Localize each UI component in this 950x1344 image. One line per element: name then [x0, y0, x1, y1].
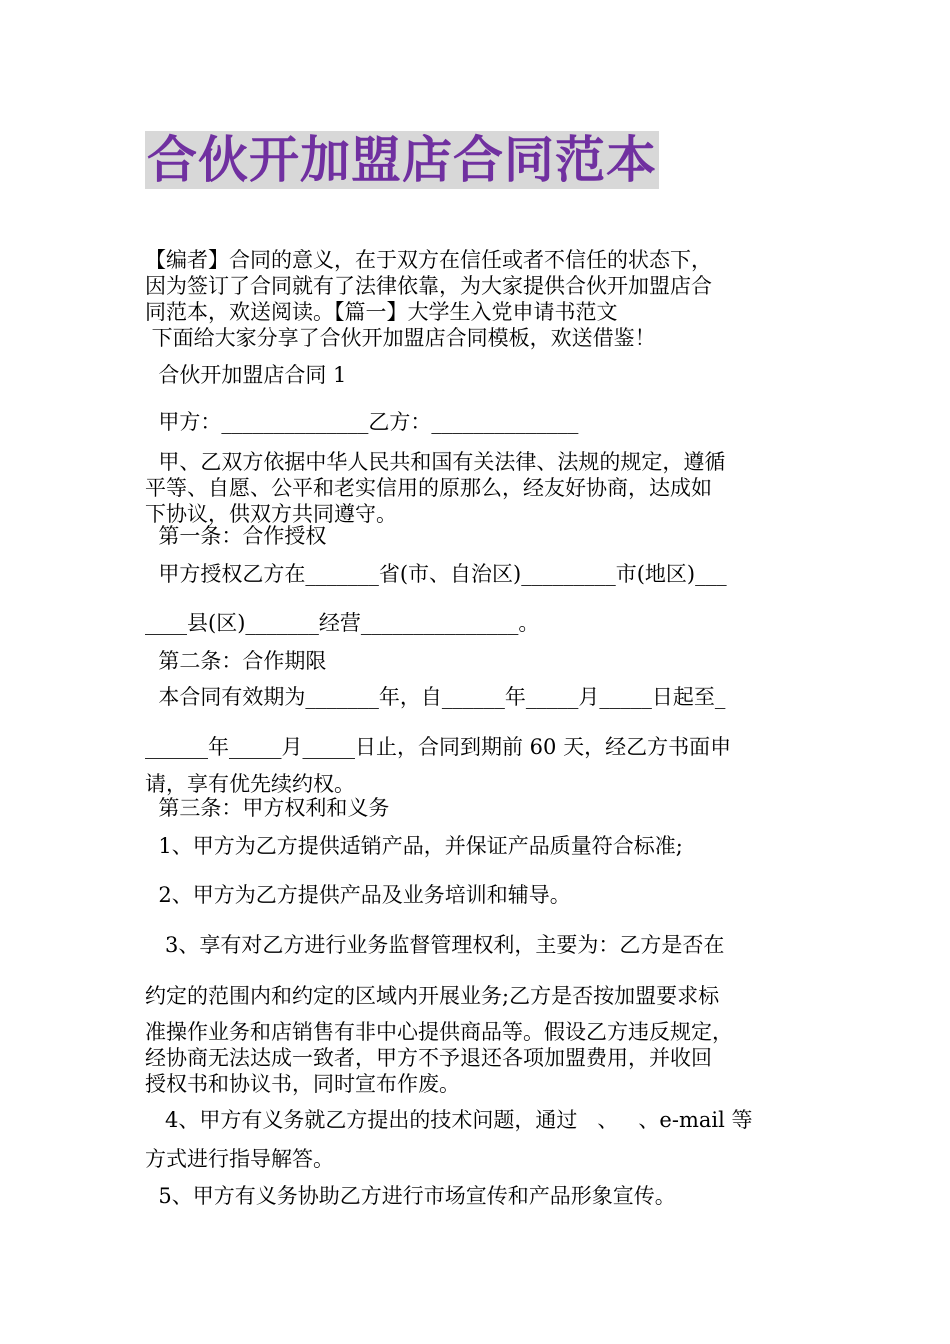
paragraph-line: 甲方：______________乙方：______________ [145, 410, 579, 434]
paragraph-line: 1、甲方为乙方提供适销产品，并保证产品质量符合标准; [145, 834, 683, 858]
paragraph-line: 约定的范围内和约定的区域内开展业务;乙方是否按加盟要求标 [145, 984, 720, 1008]
paragraph-line: 请，享有优先续约权。 [145, 772, 355, 796]
paragraph-line: 2、甲方为乙方提供产品及业务培训和辅导。 [145, 883, 571, 907]
paragraph-line: 甲方授权乙方在_______省(市、自治区)_________市(地区)___ [145, 562, 727, 586]
paragraph-line: 甲、乙双方依据中华人民共和国有关法律、法规的规定，遵循 [145, 450, 726, 474]
paragraph-line: 3、享有对乙方进行业务监督管理权利，主要为：乙方是否在 [145, 933, 725, 957]
paragraph-line: 下面给大家分享了合伙开加盟店合同模板，欢送借鉴！ [145, 326, 656, 350]
paragraph-line: 本合同有效期为_______年，自______年_____月_____日起至_ [145, 685, 726, 709]
paragraph-line: 下协议，供双方共同遵守。 [145, 502, 397, 526]
paragraph-line: 4、甲方有义务就乙方提出的技术问题，通过 、 、e-mail 等 [145, 1108, 753, 1132]
paragraph-line: 授权书和协议书，同时宣布作废。 [145, 1072, 460, 1096]
paragraph-line: 第一条：合作授权 [145, 524, 327, 548]
paragraph-line: 【编者】合同的意义，在于双方在信任或者不信任的状态下， [145, 248, 712, 272]
paragraph-line: 5、甲方有义务协助乙方进行市场宣传和产品形象宣传。 [145, 1184, 676, 1208]
paragraph-line: 同范本，欢送阅读。【篇一】大学生入党申请书范文 [145, 300, 618, 324]
paragraph-line: 平等、自愿、公平和老实信用的原那么，经友好协商，达成如 [145, 476, 712, 500]
paragraph-line: ______年_____月_____日止，合同到期前 60 天，经乙方书面申 [145, 735, 732, 759]
paragraph-line: 因为签订了合同就有了法律依靠，为大家提供合伙开加盟店合 [145, 274, 712, 298]
paragraph-line: 准操作业务和店销售有非中心提供商品等。假设乙方违反规定， [145, 1020, 733, 1044]
paragraph-line: 方式进行指导解答。 [145, 1147, 334, 1171]
paragraph-line: 经协商无法达成一致者，甲方不予退还各项加盟费用，并收回 [145, 1046, 712, 1070]
paragraph-line: ____县(区)_______经营_______________。 [145, 611, 540, 635]
paragraph-line: 第三条：甲方权利和义务 [145, 796, 390, 820]
paragraph-line: 合伙开加盟店合同 1 [145, 363, 347, 387]
document-title: 合伙开加盟店合同范本 [147, 131, 657, 189]
paragraph-line: 第二条：合作期限 [145, 649, 327, 673]
